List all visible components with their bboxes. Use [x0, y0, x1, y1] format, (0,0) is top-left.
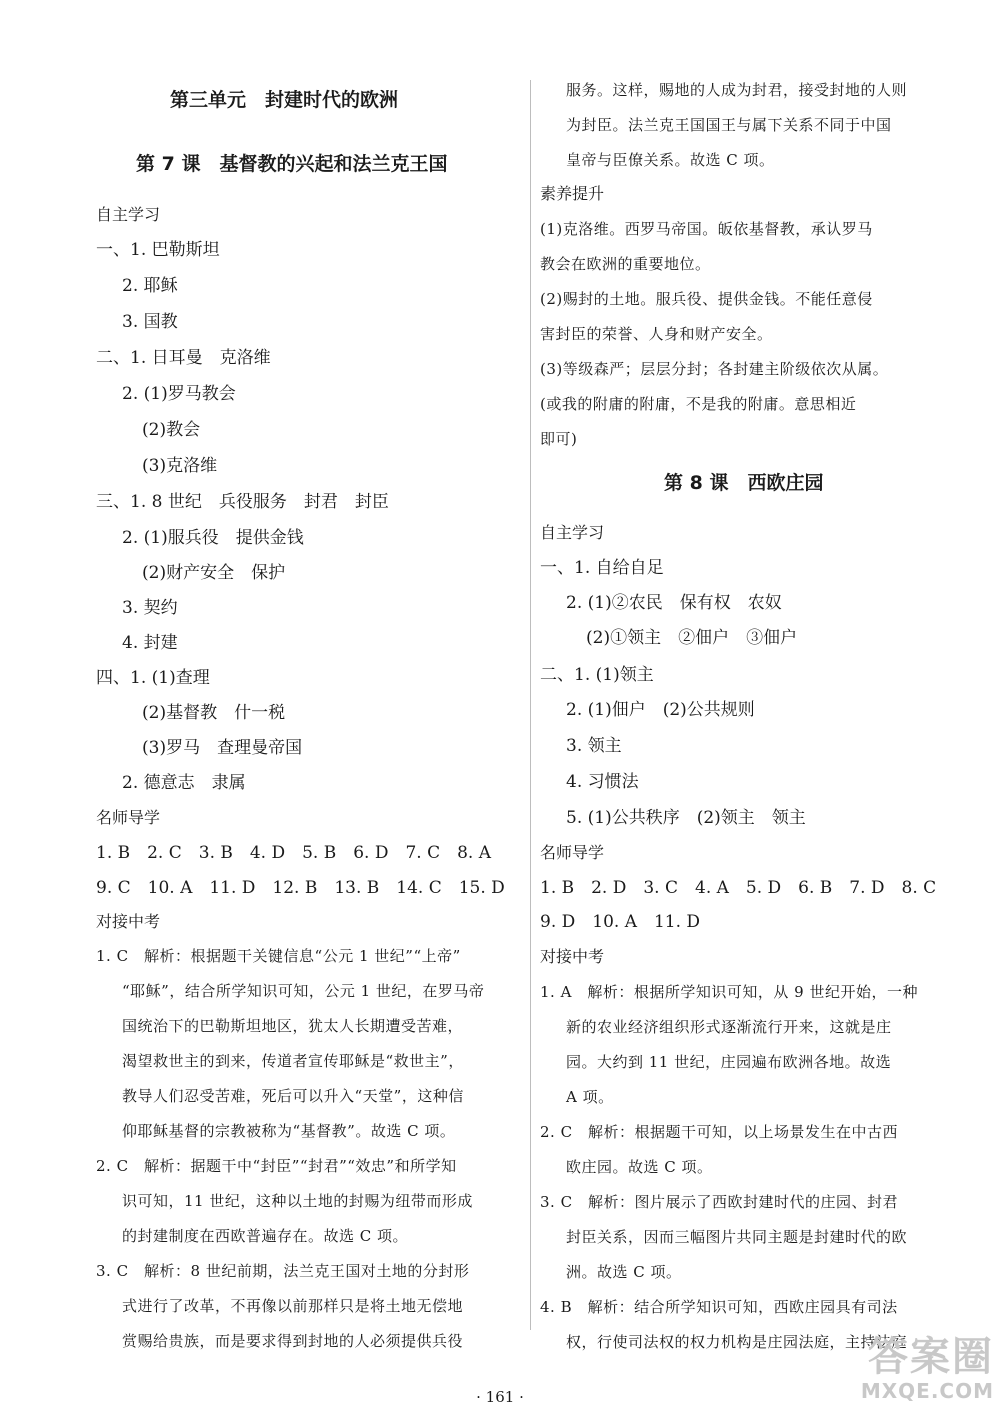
page-number: · 161 ·	[476, 1388, 524, 1406]
explanation-line: 洲。故选 C 项。	[566, 1263, 682, 1281]
explanation-line: 3. C 解析：图片展示了西欧封建时代的庄园、封君	[540, 1193, 899, 1211]
explanation-line: 新的农业经济组织形式逐渐流行开来，这就是庄	[566, 1018, 892, 1036]
explanation-line: 教导人们忍受苦难，死后可以升入“天堂”，这种信	[122, 1087, 464, 1105]
answer-line: 3. 领主	[566, 736, 622, 756]
explanation-line: 仰耶稣基督的宗教被称为“基督教”。故选 C 项。	[122, 1122, 456, 1140]
choice-answers: 9. D 10. A 11. D	[540, 912, 701, 932]
section-competency: 素养提升	[540, 184, 605, 203]
explanation-line: 3. C 解析：8 世纪前期，法兰克王国对土地的分封形	[96, 1262, 470, 1280]
column-divider	[530, 80, 531, 1330]
section-teacher-guide: 名师导学	[96, 808, 161, 827]
explanation-line: 欧庄园。故选 C 项。	[566, 1158, 713, 1176]
competency-line: (1)克洛维。西罗马帝国。皈依基督教，承认罗马	[540, 220, 873, 238]
explanation-line: 的封建制度在西欧普遍存在。故选 C 项。	[122, 1227, 409, 1245]
explanation-line: 4. B 解析：结合所学知识可知，西欧庄园具有司法	[540, 1298, 898, 1316]
answer-line: (2)①领主 ②佃户 ③佃户	[586, 628, 798, 648]
watermark-text-en: MXQE.COM	[860, 1379, 994, 1403]
competency-line: 即可)	[540, 430, 578, 448]
explanation-line: 2. C 解析：根据题干可知，以上场景发生在中古西	[540, 1123, 899, 1141]
explanation-line: 识可知，11 世纪，这种以土地的封赐为纽带而形成	[122, 1192, 473, 1210]
choice-answers: 1. B 2. D 3. C 4. A 5. D 6. B 7. D 8. C	[540, 878, 937, 898]
answer-line: 一、1. 巴勒斯坦	[96, 240, 220, 260]
competency-line: (2)赐封的土地。服兵役、提供金钱。不能任意侵	[540, 290, 873, 308]
watermark-text-cn: 答案圈	[868, 1334, 994, 1380]
answer-line: 2. 耶稣	[122, 276, 178, 296]
section-self-study: 自主学习	[96, 205, 161, 224]
section-teacher-guide: 名师导学	[540, 843, 605, 862]
choice-answers: 9. C 10. A 11. D 12. B 13. B 14. C 15. D	[96, 878, 505, 898]
answer-line: (2)基督教 什一税	[142, 703, 286, 723]
lesson-7-title: 第 7 课 基督教的兴起和法兰克王国	[136, 153, 448, 175]
answer-line: (2)财产安全 保护	[142, 563, 286, 583]
answer-line: 二、1. 日耳曼 克洛维	[96, 348, 271, 368]
explanation-line: 式进行了改革，不再像以前那样只是将土地无偿地	[122, 1297, 464, 1315]
answer-line: 2. (1)服兵役 提供金钱	[122, 528, 304, 548]
answer-line: 2. 德意志 隶属	[122, 773, 246, 793]
explanation-line: 赏赐给贵族，而是要求得到封地的人必须提供兵役	[122, 1332, 464, 1350]
answer-line: 3. 契约	[122, 598, 178, 618]
explanation-line: 渴望救世主的到来，传道者宣传耶稣是“救世主”，	[122, 1052, 464, 1070]
competency-line: 教会在欧洲的重要地位。	[540, 255, 711, 273]
unit-title: 第三单元 封建时代的欧洲	[170, 89, 399, 111]
answer-line: 4. 封建	[122, 633, 178, 653]
section-exam-link: 对接中考	[540, 947, 605, 966]
explanation-line: “耶稣”，结合所学知识可知，公元 1 世纪，在罗马帝	[122, 982, 485, 1000]
answer-line: 2. (1)罗马教会	[122, 384, 236, 404]
answer-line: 四、1. (1)查理	[96, 668, 210, 688]
answer-line: (2)教会	[142, 420, 201, 440]
explanation-line: 国统治下的巴勒斯坦地区，犹太人长期遭受苦难，	[122, 1017, 464, 1035]
answer-line: 一、1. 自给自足	[540, 558, 664, 578]
explanation-line: 权，行使司法权的权力机构是庄园法庭，主持法庭	[566, 1333, 908, 1351]
answer-line: (3)克洛维	[142, 456, 218, 476]
explanation-line: 1. A 解析：根据所学知识可知，从 9 世纪开始，一种	[540, 983, 918, 1001]
explanation-line: 2. C 解析：据题干中“封臣”“封君”“效忠”和所学知	[96, 1157, 457, 1175]
answer-line: 3. 国教	[122, 312, 178, 332]
answer-line: 2. (1)佃户 (2)公共规则	[566, 700, 755, 720]
section-exam-link: 对接中考	[96, 912, 161, 931]
answer-line: 三、1. 8 世纪 兵役服务 封君 封臣	[96, 492, 389, 512]
answer-line: 二、1. (1)领主	[540, 665, 654, 685]
explanation-line: 1. C 解析：根据题干关键信息“公元 1 世纪”“上帝”	[96, 947, 461, 965]
watermark-logo	[844, 1335, 994, 1415]
answer-line: 4. 习惯法	[566, 772, 639, 792]
competency-line: (3)等级森严；层层分封；各封建主阶级依次从属。	[540, 360, 889, 378]
explanation-line: A 项。	[566, 1088, 614, 1106]
section-self-study: 自主学习	[540, 523, 605, 542]
choice-answers: 1. B 2. C 3. B 4. D 5. B 6. D 7. C 8. A	[96, 843, 492, 863]
explanation-line: 为封臣。法兰克王国国王与属下关系不同于中国	[566, 116, 892, 134]
answer-line: (3)罗马 查理曼帝国	[142, 738, 303, 758]
competency-line: (或我的附庸的附庸，不是我的附庸。意思相近	[540, 395, 857, 413]
answer-line: 5. (1)公共秩序 (2)领主 领主	[566, 808, 806, 828]
explanation-line: 皇帝与臣僚关系。故选 C 项。	[566, 151, 775, 169]
lesson-8-title: 第 8 课 西欧庄园	[664, 472, 824, 494]
explanation-line: 园。大约到 11 世纪，庄园遍布欧洲各地。故选	[566, 1053, 892, 1071]
explanation-line: 封臣关系，因而三幅图片共同主题是封建时代的欧	[566, 1228, 908, 1246]
explanation-line: 服务。这样，赐地的人成为封君，接受封地的人则	[566, 81, 908, 99]
competency-line: 害封臣的荣誉、人身和财产安全。	[540, 325, 773, 343]
answer-line: 2. (1)②农民 保有权 农奴	[566, 593, 782, 613]
